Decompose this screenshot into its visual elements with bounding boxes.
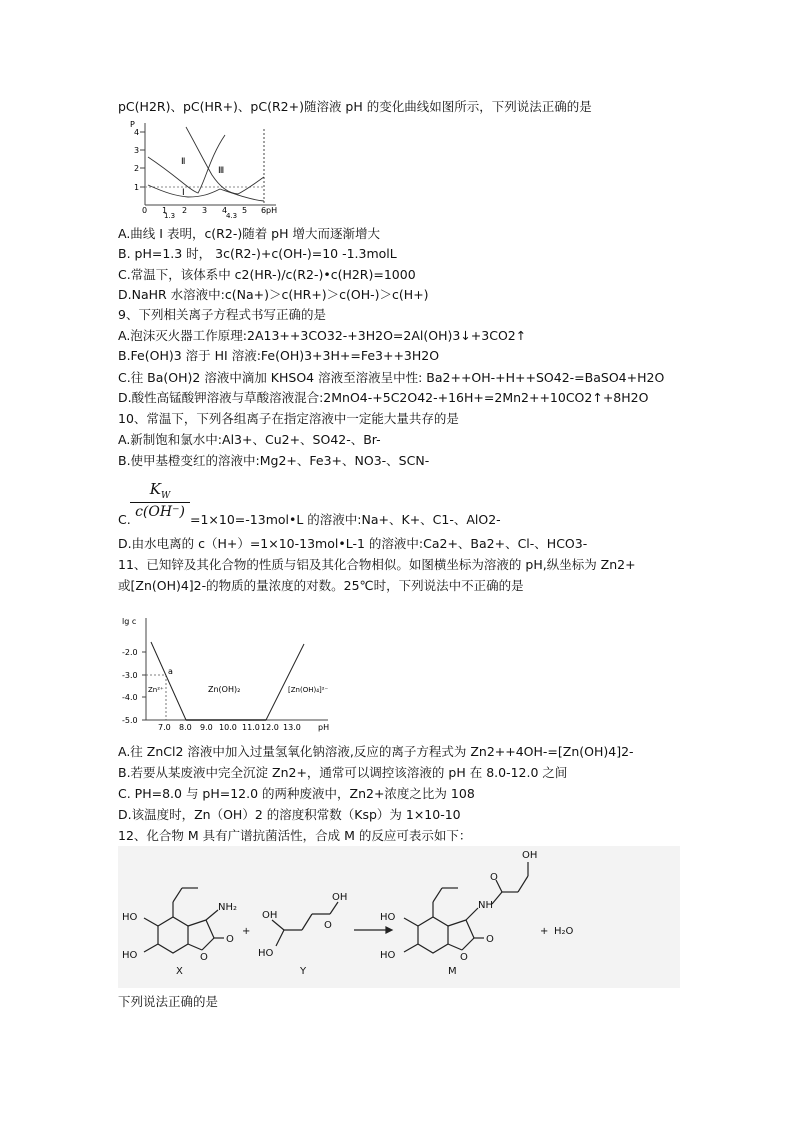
m-carbonyl-o: O xyxy=(486,934,494,945)
m-ring-o: O xyxy=(460,952,468,963)
q10-option-b: B.使甲基橙变红的溶液中:Mg2+、Fe3+、NO3-、SCN- xyxy=(118,453,430,468)
q11-option-d: D.该温度时，Zn（OH）2 的溶度积常数（Ksp）为 1×10-10 xyxy=(118,807,461,822)
y-axis-label: P xyxy=(130,120,135,129)
label-y: Y xyxy=(300,966,307,977)
m-nh: NH xyxy=(478,900,493,911)
x-mark-2: 4.3 xyxy=(226,212,238,219)
q10-stem: 10、常温下，下列各组离子在指定溶液中一定能大量共存的是 xyxy=(118,411,459,426)
x-tick: 7.0 xyxy=(158,723,171,732)
q9-option-a: A.泡沫灭火器工作原理:2A13++3CO32-+3H2O=2Al(OH)3↓+3CO2↑ xyxy=(118,328,527,343)
x-axis-label: pH xyxy=(266,206,278,215)
q8-option-b: B. pH=1.3 时， 3c(R2-)+c(OH-)=10 -1.3molL xyxy=(118,246,397,261)
curve-label-1: Ⅰ xyxy=(182,188,185,198)
x-tick: 3 xyxy=(202,206,208,215)
zincate-line xyxy=(266,644,304,720)
x-tick: 10.0 xyxy=(219,723,237,732)
y-oh-top: OH xyxy=(332,892,348,903)
zincate-region-label: [Zn(OH)₄]²⁻ xyxy=(288,686,329,694)
q10-option-c: =1×10=-13mol•L 的溶液中:Na+、K+、C1-、AlO2- xyxy=(190,512,501,527)
x-tick: 1 xyxy=(162,206,168,215)
q11-option-a: A.往 ZnCl2 溶液中加入过量氢氧化钠溶液,反应的离子方程式为 Zn2++4OH-=[Zn(OH)4]2- xyxy=(118,744,634,759)
kw-denominator: c(OH⁻) xyxy=(135,504,185,520)
zn-region-label: Zn²⁺ xyxy=(148,686,164,694)
q8-stem: pC(H2R)、pC(HR+)、pC(R2+)随溶液 pH 的变化曲线如图所示，下列说法正确的是 xyxy=(118,99,592,114)
q10-option-a: A.新制饱和氯水中:Al3+、Cu2+、SO42-、Br- xyxy=(118,432,381,447)
m-ho-bottom: HO xyxy=(380,950,396,961)
y-tick: 3 xyxy=(134,146,140,155)
kw-numerator: K xyxy=(149,480,161,498)
point-a-label: a xyxy=(168,667,173,676)
y-tick: -4.0 xyxy=(122,693,138,702)
x-tick: 2 xyxy=(182,206,188,215)
kw-subscript: W xyxy=(160,491,171,501)
curve-3 xyxy=(186,127,264,194)
q10-option-c-prefix: C. xyxy=(118,512,131,527)
label-x: X xyxy=(176,966,183,977)
y-axis-label: lg c xyxy=(122,617,137,626)
y-o-left: OH xyxy=(262,910,278,921)
zn-line xyxy=(151,642,186,720)
x-nh2: NH₂ xyxy=(218,902,238,913)
x-tick: 8.0 xyxy=(179,723,192,732)
x-tick: 4 xyxy=(222,206,228,215)
x-ho-top: HO xyxy=(122,912,138,923)
x-ho-bottom: HO xyxy=(122,950,138,961)
plus-sign-1: + xyxy=(242,926,251,937)
q10-option-d: D.由水电离的 c（H+）=1×10-13mol•L-1 的溶液中:Ca2+、Ba2+、Cl-、HCO3- xyxy=(118,536,588,551)
m-oh: OH xyxy=(522,850,538,861)
y-tick: 2 xyxy=(134,164,140,173)
zn-lgc-ph-chart xyxy=(118,610,338,734)
q11-option-c: C. PH=8.0 与 pH=12.0 的两种废液中，Zn2+浓度之比为 108 xyxy=(118,786,475,801)
q9-stem: 9、下列相关离子方程式书写正确的是 xyxy=(118,307,326,322)
x-axis-label: pH xyxy=(318,723,330,732)
x-ring-o: O xyxy=(200,952,208,963)
m-amide-o: O xyxy=(490,872,498,883)
pc-ph-chart xyxy=(128,117,280,219)
x-tick: 0 xyxy=(142,206,148,215)
y-tick: -2.0 xyxy=(122,648,138,657)
q8-option-a: A.曲线 I 表明，c(R2-)随着 pH 增大而逐渐增大 xyxy=(118,226,380,241)
y-tick: 4 xyxy=(134,128,140,137)
kw-fraction xyxy=(130,480,190,520)
q8-option-c: C.常温下，该体系中 c2(HR-)/c(R2-)•c(H2R)=1000 xyxy=(118,267,416,282)
curve-2 xyxy=(148,135,225,193)
y-o-top: O xyxy=(324,920,332,931)
x-tick: 13.0 xyxy=(283,723,301,732)
q8-option-d: D.NaHR 水溶液中:c(Na+)＞c(HR+)＞c(OH-)＞c(H+) xyxy=(118,287,429,302)
y-tick: 1 xyxy=(134,183,140,192)
y-tick: -5.0 xyxy=(122,716,138,725)
q12-stem: 12、化合物 M 具有广谱抗菌活性，合成 M 的反应可表示如下： xyxy=(118,828,472,843)
m-ho-top: HO xyxy=(380,912,396,923)
x-tick: 12.0 xyxy=(261,723,279,732)
x-mark-1: 1.3 xyxy=(164,212,176,219)
x-tick: 6 xyxy=(261,206,267,215)
q12-prompt: 下列说法正确的是 xyxy=(118,994,219,1009)
x-tick: 9.0 xyxy=(200,723,213,732)
q11-option-b: B.若要从某废液中完全沉淀 Zn2+，通常可以调控该溶液的 pH 在 8.0-12.0 之间 xyxy=(118,765,568,780)
reaction-scheme xyxy=(118,846,680,988)
y-ho-bottom: HO xyxy=(258,948,274,959)
y-tick: -3.0 xyxy=(122,671,138,680)
q9-option-d: D.酸性高锰酸钾溶液与草酸溶液混合:2MnO4-+5C2O42-+16H+=2Mn2++10CO2↑+8H2O xyxy=(118,390,649,405)
plus-sign-2: + xyxy=(540,926,549,937)
q9-option-c: C.往 Ba(OH)2 溶液中滴加 KHSO4 溶液至溶液呈中性: Ba2++OH-+H++SO42-=BaSO4+H2O xyxy=(118,370,665,385)
q9-option-b: B.Fe(OH)3 溶于 HI 溶液:Fe(OH)3+3H+=Fe3++3H2O xyxy=(118,348,440,363)
water-product: H₂O xyxy=(554,926,574,937)
x-tick: 5 xyxy=(242,206,248,215)
x-carbonyl-o: O xyxy=(226,934,234,945)
label-m: M xyxy=(448,966,457,977)
x-tick: 11.0 xyxy=(242,723,260,732)
znoh2-region-label: Zn(OH)₂ xyxy=(208,685,241,694)
q11-stem-line2: 或[Zn(OH)4]2-的物质的量浓度的对数。25℃时，下列说法中不正确的是 xyxy=(118,578,524,593)
curve-label-3: Ⅲ xyxy=(218,166,225,176)
curve-label-2: Ⅱ xyxy=(181,157,186,167)
q11-stem-line1: 11、已知锌及其化合物的性质与铝及其化合物相似。如图横坐标为溶液的 pH,纵坐标为 Zn2+ xyxy=(118,557,636,572)
